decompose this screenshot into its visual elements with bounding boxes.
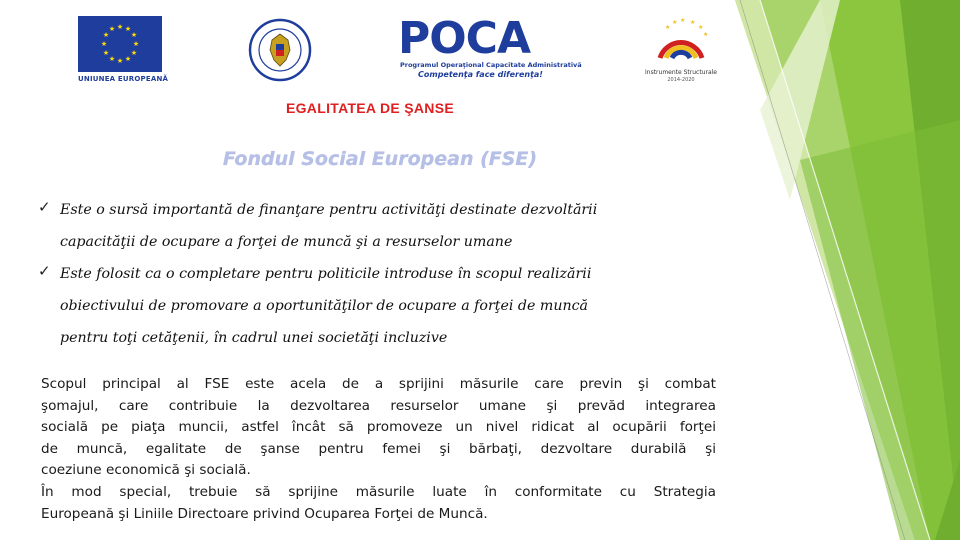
- structural-instruments-logo: [640, 14, 722, 90]
- bullet-item: [38, 258, 738, 354]
- svg-text:★: ★: [703, 31, 709, 38]
- paragraph-line: de muncă, egalitate de şanse pentru femei şi bărbaţi, dezvoltare durabilă şi: [41, 440, 716, 457]
- svg-text:★: ★: [130, 31, 138, 39]
- svg-text:★: ★: [132, 40, 140, 48]
- svg-text:★: ★: [665, 24, 671, 31]
- svg-text:★: ★: [680, 17, 686, 24]
- paragraph-line: Scopul principal al FSE este acela de a sprijini măsurile care previn şi combat: [41, 376, 716, 392]
- svg-text:★: ★: [100, 40, 108, 48]
- eu-logo: [78, 16, 169, 88]
- svg-text:★: ★: [116, 57, 124, 65]
- svg-text:★: ★: [672, 19, 678, 26]
- svg-text:★: ★: [124, 55, 132, 63]
- paragraph-line: Europeană şi Liniile Directoare privind Ocuparea Forţei de Muncă.: [41, 505, 488, 522]
- paragraph-line: şomajul, care contribuie la dezvoltarea resurselor umane şi prevăd integrarea: [41, 397, 716, 414]
- page-subtitle: Fondul Social European (FSE): [222, 148, 538, 170]
- eu-caption: UNIUNEA EUROPEANĂ: [78, 75, 169, 83]
- poca-wordmark: POCA: [398, 13, 530, 64]
- bullet-line: Este o sursă importantă de finanţare pentru activităţi destinate dezvoltării: [60, 202, 598, 218]
- government-logo: [248, 16, 312, 84]
- svg-text:★: ★: [130, 49, 138, 57]
- eu-flag-icon: [78, 16, 162, 72]
- poca-logo: [398, 13, 582, 86]
- bullet-line: capacităţii de ocupare a forţei de muncă şi a resurselor umane: [60, 234, 513, 250]
- svg-text:★: ★: [108, 55, 116, 63]
- paragraph-line: coeziune economică şi socială.: [41, 462, 251, 479]
- bullet-line: obiectivului de promovare a oportunităţilor de ocupare a forţei de muncă: [60, 298, 589, 314]
- structural-instruments-caption: Instrumente Structurale: [645, 69, 717, 76]
- bullet-list: [38, 194, 738, 354]
- svg-text:★: ★: [102, 31, 110, 39]
- paragraph-line: În mod special, trebuie să sprijine măsurile luate în conformitate cu Strategia: [41, 483, 716, 500]
- structural-instruments-years: 2014-2020: [667, 77, 695, 83]
- svg-text:★: ★: [102, 49, 110, 57]
- poca-motto: Competenţa face diferenţa!: [418, 70, 543, 79]
- bullet-line: Este folosit ca o completare pentru politicile introduse în scopul realizării: [60, 266, 592, 282]
- svg-text:★: ★: [690, 19, 696, 26]
- checkmark-icon: ✓: [38, 262, 51, 280]
- government-seal-icon: [248, 16, 312, 84]
- svg-text:★: ★: [116, 23, 124, 31]
- page-heading: EGALITATEA DE ŞANSE: [285, 100, 454, 116]
- poca-tagline: Programul Operaţional Capacitate Administrativă: [400, 61, 582, 69]
- bullet-item: [38, 194, 738, 258]
- structural-instruments-icon: [640, 14, 722, 68]
- checkmark-icon: ✓: [38, 198, 51, 216]
- body-paragraph: [41, 374, 716, 525]
- svg-text:★: ★: [698, 24, 704, 31]
- paragraph-line: socială pe piaţa muncii, astfel încât să promoveze un nivel ridicat al ocupării forţei: [41, 419, 716, 436]
- bullet-line: pentru toţi cetăţenii, în cadrul unei societăţi incluzive: [60, 330, 448, 346]
- svg-text:★: ★: [108, 25, 116, 33]
- svg-text:★: ★: [124, 25, 132, 33]
